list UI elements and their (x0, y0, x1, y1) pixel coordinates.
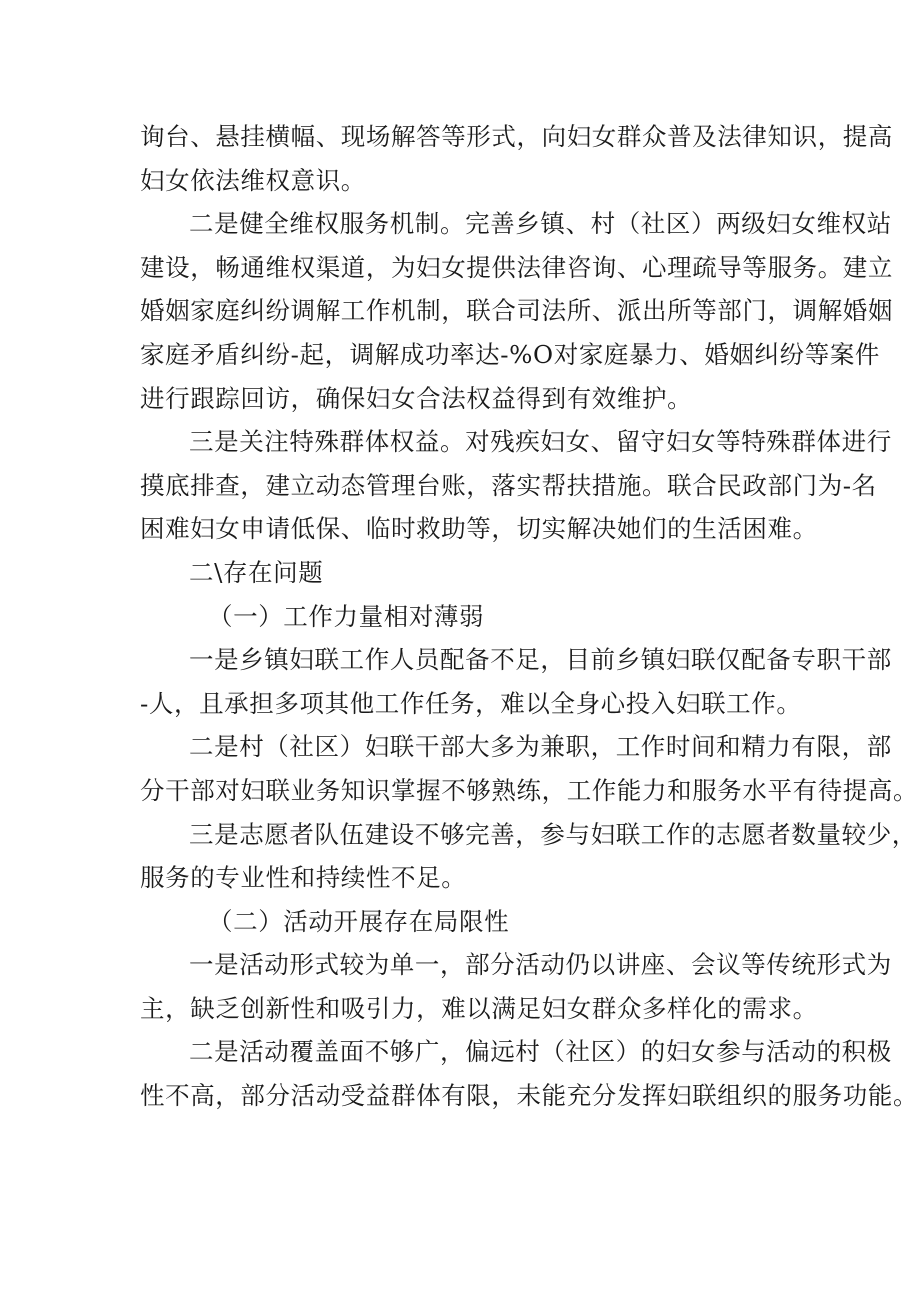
paragraph (140, 725, 919, 812)
subsection-heading (140, 900, 790, 944)
text-line: 家庭矛盾纠纷-起，调解成功率达-%O对家庭暴力、婚姻纠纷等案件 (140, 339, 881, 369)
text-line: 进行跟踪回访，确保妇女合法权益得到有效维护。 (140, 383, 693, 413)
text-line: 询台、悬挂横幅、现场解答等形式，向妇女群众普及法律知识，提高 (140, 122, 893, 151)
subsection-heading (140, 595, 790, 639)
paragraph (140, 420, 892, 551)
text-line: 妇女依法维权意识。 (140, 165, 366, 195)
text-line: 婚姻家庭纠纷调解工作机制，联合司法所、派出所等部门，调解婚姻 (140, 296, 893, 326)
text-line: 三是关注特殊群体权益。对残疾妇女、留守妇女等特殊群体进行 (189, 427, 892, 457)
text-line: 主，缺乏创新性和吸引力，难以满足妇女群众多样化的需求。 (140, 993, 818, 1023)
paragraph (140, 638, 892, 725)
section-heading (140, 551, 790, 595)
paragraph (140, 813, 917, 900)
text-line: 一是乡镇妇联工作人员配备不足，目前乡镇妇联仅配备专职干部 (189, 645, 892, 675)
text-line: 三是志愿者队伍建设不够完善，参与妇联工作的志愿者数量较少， (189, 819, 917, 849)
text-line: 分干部对妇联业务知识掌握不够熟练，工作能力和服务水平有待提高。 (140, 775, 919, 805)
text-line: （一）工作力量相对薄弱 (208, 601, 485, 631)
paragraph (140, 115, 893, 202)
text-line: （二）活动开展存在局限性 (208, 906, 510, 936)
paragraph (140, 1030, 919, 1117)
text-line: 二是村（社区）妇联干部大多为兼职，工作时间和精力有限，部 (189, 732, 892, 762)
paragraph (140, 943, 892, 1030)
text-line: 二是健全维权服务机制。完善乡镇、村（社区）两级妇女维权站 (189, 209, 892, 239)
paragraph (140, 202, 893, 420)
text-line: 二是活动覆盖面不够广，偏远村（社区）的妇女参与活动的积极 (189, 1037, 892, 1067)
text-line: 性不高，部分活动受益群体有限，未能充分发挥妇联组织的服务功能。 (140, 1081, 919, 1111)
text-line: 服务的专业性和持续性不足。 (140, 863, 467, 893)
text-line: 困难妇女申请低保、临时救助等，切实解决她们的生活困难。 (140, 514, 818, 544)
document-body (140, 115, 919, 1118)
text-line: 建设，畅通维权渠道，为妇女提供法律咨询、心理疏导等服务。建立 (140, 252, 893, 282)
text-line: 摸底排查，建立动态管理台账，落实帮扶措施。联合民政部门为-名 (140, 470, 877, 500)
text-line: 二\存在问题 (189, 557, 324, 587)
text-line: 一是活动形式较为单一，部分活动仍以讲座、会议等传统形式为 (189, 950, 892, 980)
text-line: -人，且承担多项其他工作任务，难以全身心投入妇联工作。 (140, 688, 802, 718)
